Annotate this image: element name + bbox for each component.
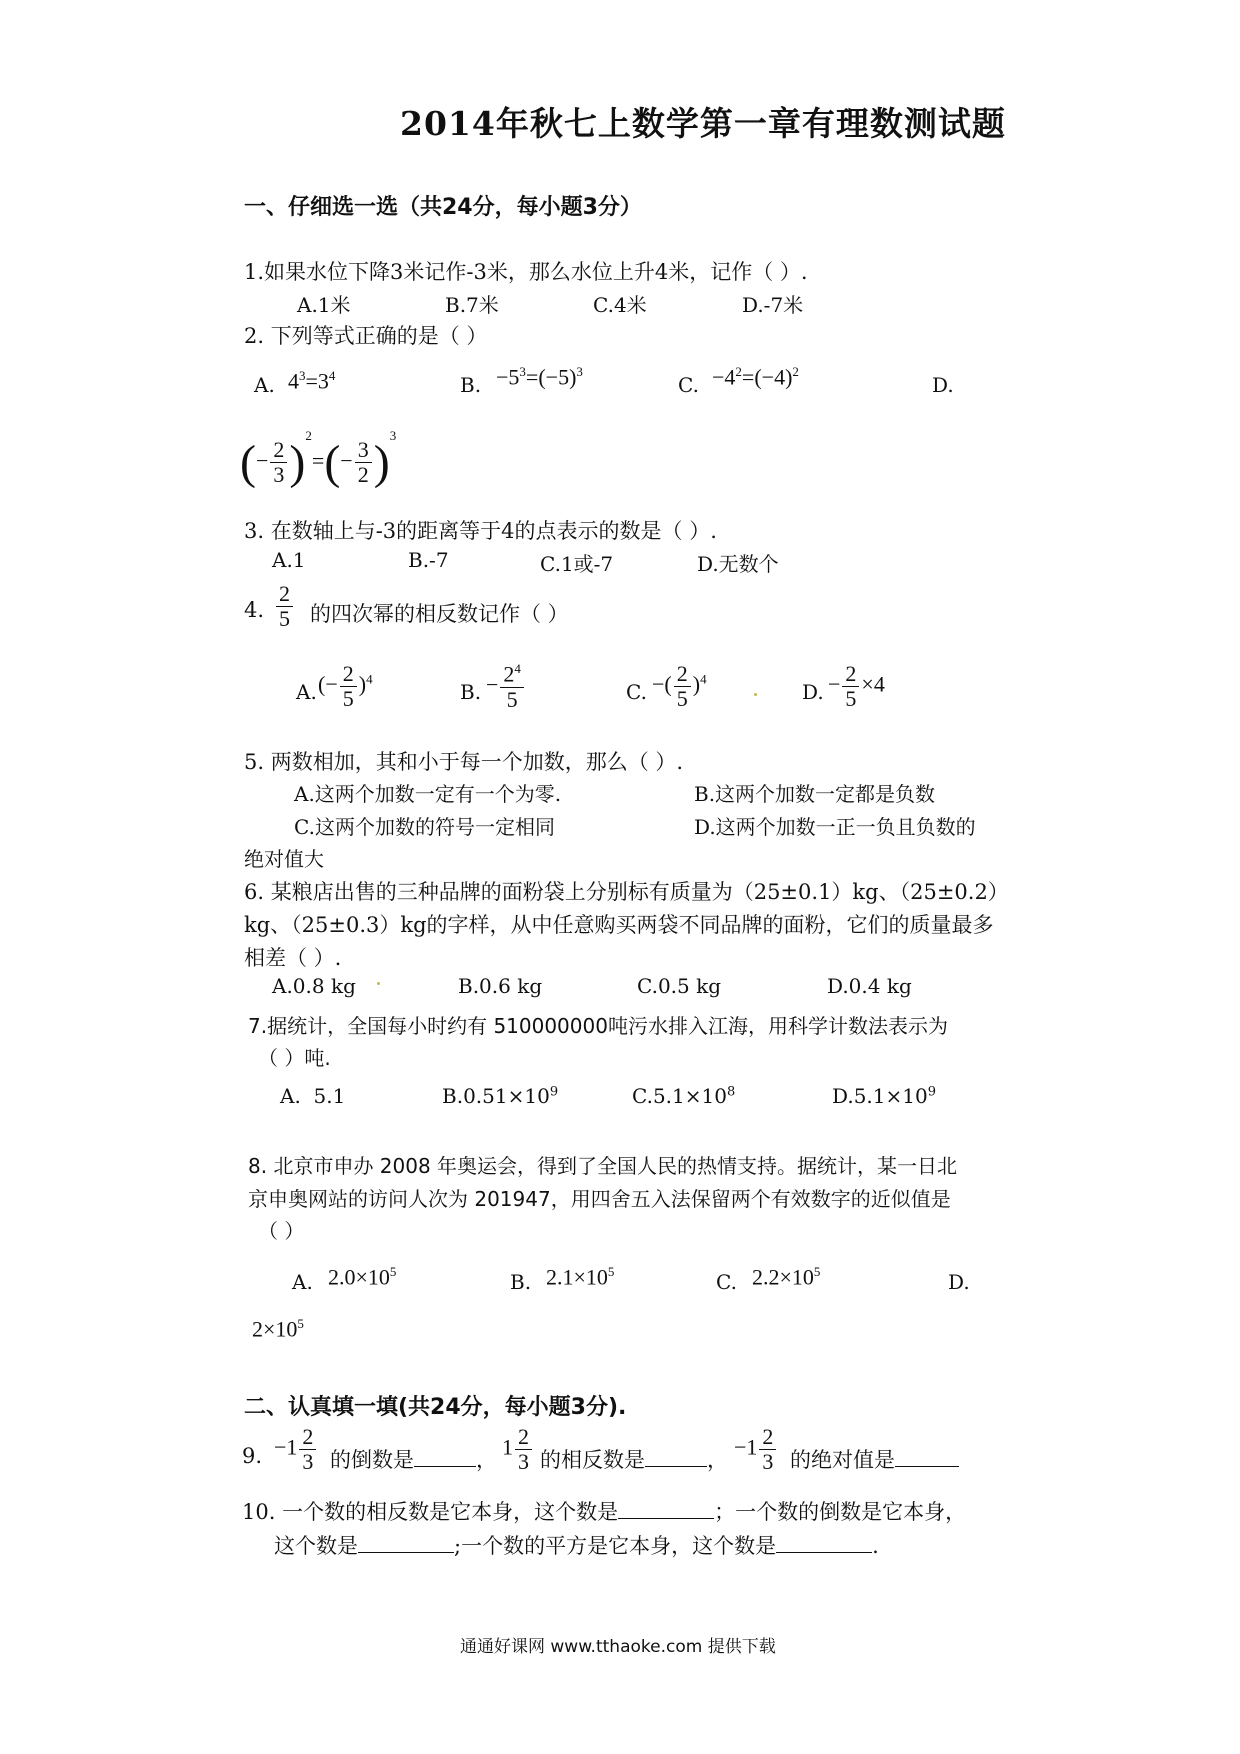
q6-option-d: D.0.4 kg [827,974,912,998]
q3-option-c: C.1或-7 [540,552,614,576]
q4-label-c: C. [626,680,647,704]
q7-option-b: $B.0.51\times 10^9$ [442,1084,559,1108]
q8-label-c: C. [716,1270,737,1294]
q6-line-1: 6. 某粮店出售的三种品牌的面粉袋上分别标有质量为（25±0.1）kg、（25±0.2） [244,880,1009,904]
q8-line-2: 京申奥网站的访问人次为 201947，用四舍五入法保留两个有效数字的近似值是 [248,1187,951,1211]
q5-option-b: B.这两个加数一定都是负数 [694,782,936,806]
q1-option-a: A.1米 [297,293,351,317]
q4-option-d-formula: − $\frac{2}{5}$ ×4 [828,661,885,712]
q5-option-a: A.这两个加数一定有一个为零. [294,782,562,806]
q3-option-a: A.1 [272,548,306,572]
q5-option-c: C.这两个加数的符号一定相同 [294,815,555,839]
q8-line-3: （ ） [258,1219,305,1243]
q4-label-b: B. [460,680,482,704]
q4-fraction: $\frac{2}{5}$ [274,582,295,631]
q4-option-a-formula: (− $\frac{2}{5}$ )$^4$ [318,661,373,712]
q4-option-c-formula: −( $\frac{2}{5}$ )$^4$ [652,661,707,712]
q2-stem: 2. 下列等式正确的是（ ） [244,324,488,348]
scan-speck [754,693,757,696]
q6-option-a: A.0.8 kg [272,974,356,998]
q4-option-b-formula: − $\frac{2^4}{5}$ [486,662,526,712]
q8-label-a: A. [292,1270,313,1294]
q6-option-c: C.0.5 kg [637,974,722,998]
page-title: 2014年秋七上数学第一章有理数测试题 [400,104,1006,143]
q8-option-d: $2\times 10^5$ [252,1316,304,1342]
q2-option-c-formula: $-4^2=(-4)^2$ [712,364,799,390]
section-2-heading: 二、认真填一填(共24分，每小题3分). [244,1395,627,1420]
q10-line-2: 这个数是 ;一个数的平方是它本身，这个数是 . [274,1534,879,1558]
q7-option-a: A. 5.1 [280,1084,346,1108]
q5-option-d-continued: 绝对值大 [244,847,324,871]
q9-number: 9. [242,1444,263,1468]
q8-option-a: $2.0\times 10^5$ [328,1264,397,1290]
q5-stem: 5. 两数相加，其和小于每一个加数，那么（ ）. [244,750,684,774]
q2-label-b: B. [460,373,482,397]
q4-text: 的四次幂的相反数记作（ ） [310,602,569,626]
q8-label-b: B. [510,1270,532,1294]
section-1-heading: 一、仔细选一选（共24分，每小题3分） [244,195,642,220]
q2-label-d: D. [932,373,954,397]
q5-option-d: D.这两个加数一正一负且负数的 [694,815,976,839]
q8-option-b: $2.1\times 10^5$ [546,1264,615,1290]
q4-label-a: A. [296,680,317,704]
q4-number: 4. [244,598,265,622]
q6-option-b: B.0.6 kg [458,974,543,998]
q2-option-d-formula: (− $\frac{2}{3}$ )$^2$=(− $\frac{3}{2}$ )$^3$ [240,428,397,489]
q1-option-d: D.-7米 [742,293,804,317]
q3-option-d: D.无数个 [697,552,779,576]
q4-label-d: D. [802,680,824,704]
q9-text-2: 的相反数是 ， [540,1448,728,1472]
q8-option-c: $2.2\times 10^5$ [752,1264,821,1290]
q9-mixed-number-3: −1 $\frac{2}{3}$ [734,1425,778,1474]
q1-option-c: C.4米 [593,293,647,317]
q7-line-1: 7.据统计，全国每小时约有 510000000吨污水排入江海，用科学计数法表示为 [248,1014,948,1038]
q2-option-a-formula: $4^3=3^4$ [288,368,336,394]
q9-text-3: 的绝对值是 [790,1444,959,1474]
q6-line-2: kg、（25±0.3）kg的字样，从中任意购买两袋不同品牌的面粉，它们的质量最多 [244,913,994,937]
q7-line-2: （ ）吨. [258,1046,331,1070]
q2-label-c: C. [678,373,699,397]
q1-stem: 1.如果水位下降3米记作-3米，那么水位上升4米，记作（ ）. [244,260,808,284]
footer-source: 通通好课网 www.tthaoke.com 提供下载 [460,1637,776,1657]
q2-label-a: A. [254,373,275,397]
q3-option-b: B.-7 [408,548,449,572]
q7-option-c: $C.5.1\times 10^8$ [632,1084,736,1108]
q10-line-1: 10. 一个数的相反数是它本身，这个数是 ；一个数的倒数是它本身， [242,1500,967,1524]
q6-line-3: 相差（ ）. [244,946,342,970]
q3-stem: 3. 在数轴上与-3的距离等于4的点表示的数是（ ）. [244,519,717,543]
q9-mixed-number-1: −1 $\frac{2}{3}$ [274,1425,318,1474]
q9-mixed-number-2: 1 $\frac{2}{3}$ [502,1425,534,1474]
q9-text-1: 的倒数是 ， [330,1448,497,1472]
q1-option-b: B.7米 [445,293,499,317]
q7-option-d: $D.5.1\times 10^9$ [832,1084,936,1108]
q8-label-d: D. [948,1270,970,1294]
q2-option-b-formula: $-5^3=(-5)^3$ [496,364,583,390]
scan-speck [377,982,380,985]
q8-line-1: 8. 北京市申办 2008 年奥运会，得到了全国人民的热情支持。据统计，某一日北 [248,1154,958,1178]
